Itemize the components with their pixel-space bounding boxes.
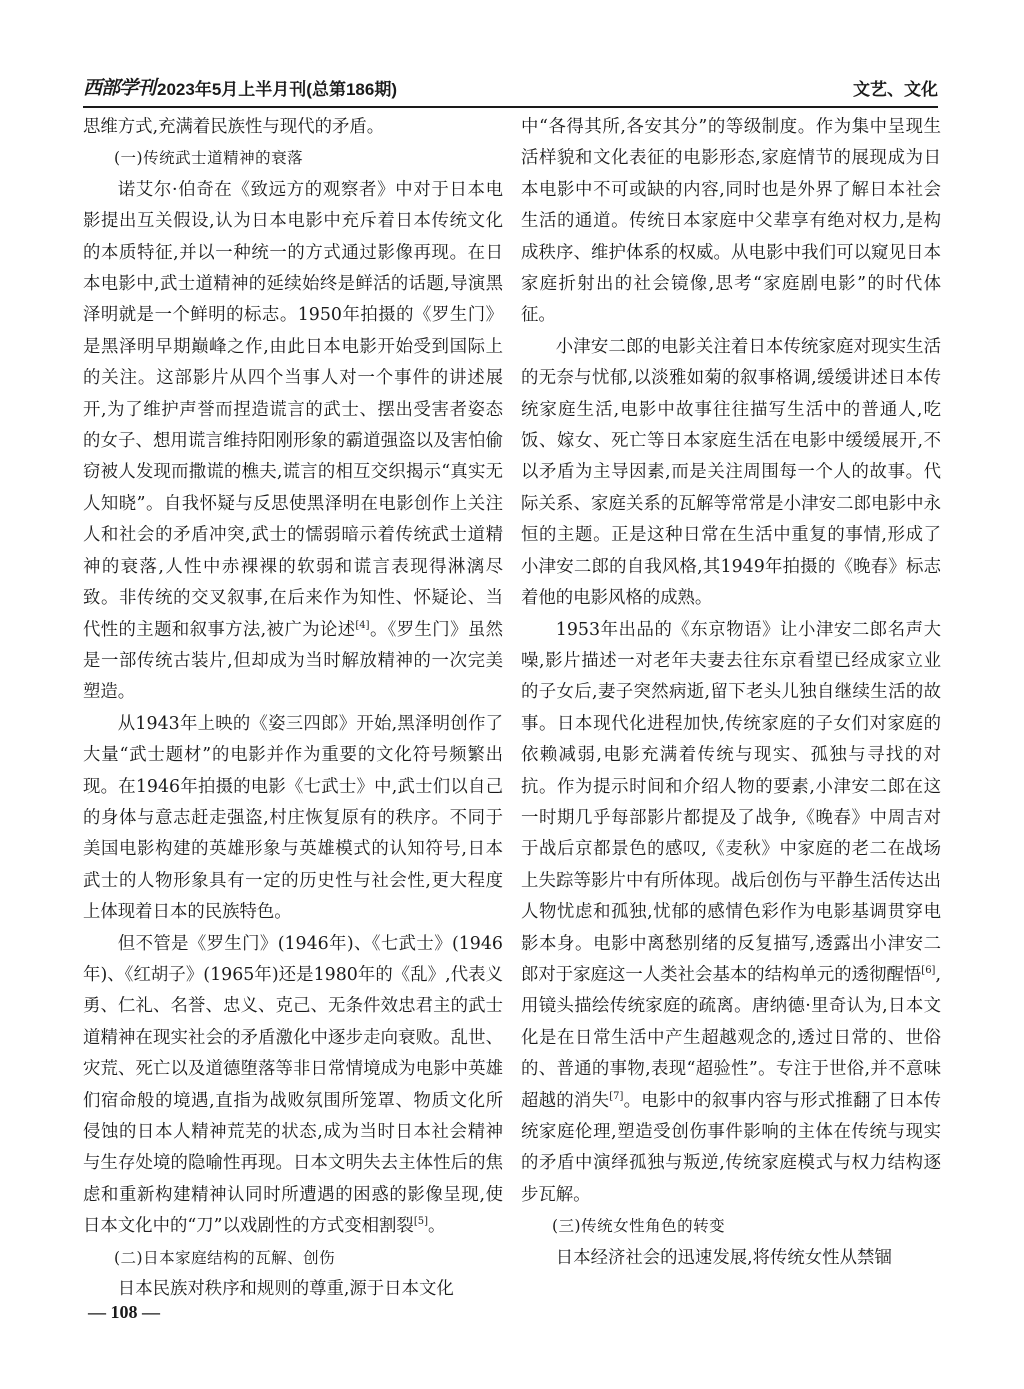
running-header	[83, 70, 938, 108]
page-number: — 108 —	[88, 1302, 160, 1322]
citation: [7]	[609, 1090, 624, 1102]
journal-logo: 西部学刊	[83, 77, 156, 99]
paragraph: 日本民族对秩序和规则的尊重,源于日本文化	[117, 1279, 454, 1300]
issue-info: 2023年5月上半月刊(总第186期)	[157, 80, 397, 99]
subheading-1: (一)传统武士道精神的衰落	[114, 149, 304, 168]
paragraph	[83, 929, 503, 1243]
paragraph-text: 但不管是《罗生门》(1946年)、《七武士》(1946年)、《红胡子》(1965年)还是1980年的《乱》,代表义勇、仁礼、名誉、忠义、克己、无条件效忠君主的武士道精神在现实社会的矛盾激化中逐步走向衰败。乱世、灾荒、死亡以及道德堕落等非日常情境成为电影中英雄们宿命般的境遇,直指为战败氛围所笼罩、物质文化所侵蚀的日本人精神荒芜的状态,成为当时日本社会精神与生存处境的隐喻性再现。日本文明失去主体性后的焦虑和重新构建精神认同时所遭遇的困惑的影像呈现,使日本文化中的“刀”以戏剧性的方式变相割裂	[83, 933, 503, 1237]
paragraph: 中“各得其所,各安其分”的等级制度。作为集中呈现生活样貌和文化表征的电影形态,家庭情节的展现成为日本电影中不可或缺的内容,同时也是外界了解日本社会生活的通道。传统日本家庭中父辈享有绝对权力,是构成秩序、维护体系的权威。从电影中我们可以窥见日本家庭折射出的社会镜像,思考“家庭剧电影”的时代体征。	[521, 117, 941, 326]
citation: [6]	[921, 965, 936, 977]
paragraph-text: 。电影中的叙事内容与形式推翻了日本传统家庭伦理,塑造受创伤事件影响的主体在传统与现实的矛盾中演绎孤独与叛逆,传统家庭模式与权力结构逐步瓦解。	[521, 1090, 941, 1205]
paragraph: 思维方式,充满着民族性与现代的矛盾。	[83, 117, 385, 137]
subheading-2: (二)日本家庭结构的瓦解、创伤	[114, 1248, 336, 1267]
header-left	[83, 73, 397, 100]
paragraph: 从1943年上映的《姿三四郎》开始,黑泽明创作了大量“武士题材”的电影并作为重要的文化符号频繁出现。在1946年拍摄的电影《七武士》中,武士们以自己的身体与意志赶走强盗,村庄恢复原有的秩序。不同于美国电影构建的英雄形象与英雄模式的认知符号,日本武士的人物形象具有一定的历史性与社会性,更大程度上体现着日本的民族特色。	[83, 713, 503, 923]
paragraph	[521, 615, 941, 1212]
paragraph-text: 1953年出品的《东京物语》让小津安二郎名声大噪,影片描述一对老年夫妻去往东京看望已经成家立业的子女后,妻子突然病逝,留下老头儿独自继续生活的故事。日本现代化进程加快,传统家庭的子女们对家庭的依赖减弱,电影充满着传统与现实、孤独与寻找的对抗。作为提示时间和介绍人物的要素,小津安二郎在这一时期几乎每部影片都提及了战争,《晚春》中周吉对于战后京都景色的感叹,《麦秋》中家庭的老二在战场上失踪等影片中有所体现。战后创伤与平静生活传达出人物忧虑和孤独,忧郁的感情色彩作为电影基调贯穿电影本身。电影中离愁别绪的反复描写,透露出小津安二郎对于家庭这一人类社会基本的结构单元的透彻醒悟	[521, 619, 941, 985]
paragraph-text: 。《罗生门》虽然是一部传统古装片,但却成为当时解放精神的一次完美塑造。	[83, 619, 503, 703]
citation: [5]	[413, 1216, 428, 1228]
section-name: 文艺、文化	[853, 80, 938, 99]
right-column	[521, 112, 941, 1274]
citation: [4]	[355, 619, 370, 631]
paragraph-text: 诺艾尔·伯奇在《致远方的观察者》中对于日本电影提出互关假设,认为日本电影中充斥着日本传统文化的本质特征,并以一种统一的方式通过影像再现。在日本电影中,武士道精神的延续始终是鲜活的话题,导演黑泽明就是一个鲜明的标志。1950年拍摄的《罗生门》是黑泽明早期巅峰之作,由此日本电影开始受到国际上的关注。这部影片从四个当事人对一个事件的讲述展开,为了维护声誉而捏造谎言的武士、摆出受害者姿态的女子、想用谎言维持阳刚形象的霸道强盗以及害怕偷窃被人发现而撒谎的樵夫,谎言的相互交织揭示“真实无人知晓”。自我怀疑与反思使黑泽明在电影创作上关注人和社会的矛盾冲突,武士的懦弱暗示着传统武士道精神的衰落,人性中赤裸裸的软弱和谎言表现得淋漓尽致。非传统的交叉叙事,在后来作为知性、怀疑论、当代性的主题和叙事方法,被广为论述	[83, 179, 503, 640]
subheading-3: (三)传统女性角色的转变	[552, 1217, 726, 1236]
paragraph-text: ,用镜头描绘传统家庭的疏离。唐纳德·里奇认为,日本文化是在日常生活中产生超越观念的,透过日常的、世俗的、普通的事物,表现“超验性”。专注于世俗,并不意味超越的消失	[521, 964, 941, 1111]
paragraph	[83, 175, 503, 709]
paragraph-text: 。	[428, 1216, 446, 1237]
paragraph: 小津安二郎的电影关注着日本传统家庭对现实生活的无奈与忧郁,以淡雅如菊的叙事格调,缓缓讲述日本传统家庭生活,电影中故事往往描写生活中的普通人,吃饭、嫁女、死亡等日本家庭生活在电影中缓缓展开,不以矛盾为主导因素,而是关注周围每一个人的故事。代际关系、家庭关系的瓦解等常常是小津安二郎电影中永恒的主题。正是这种日常在生活中重复的事情,形成了小津安二郎的自我风格,其1949年拍摄的《晚春》标志着他的电影风格的成熟。	[521, 336, 941, 609]
left-column	[83, 112, 503, 1305]
paragraph: 日本经济社会的迅速发展,将传统女性从禁锢	[555, 1247, 892, 1268]
